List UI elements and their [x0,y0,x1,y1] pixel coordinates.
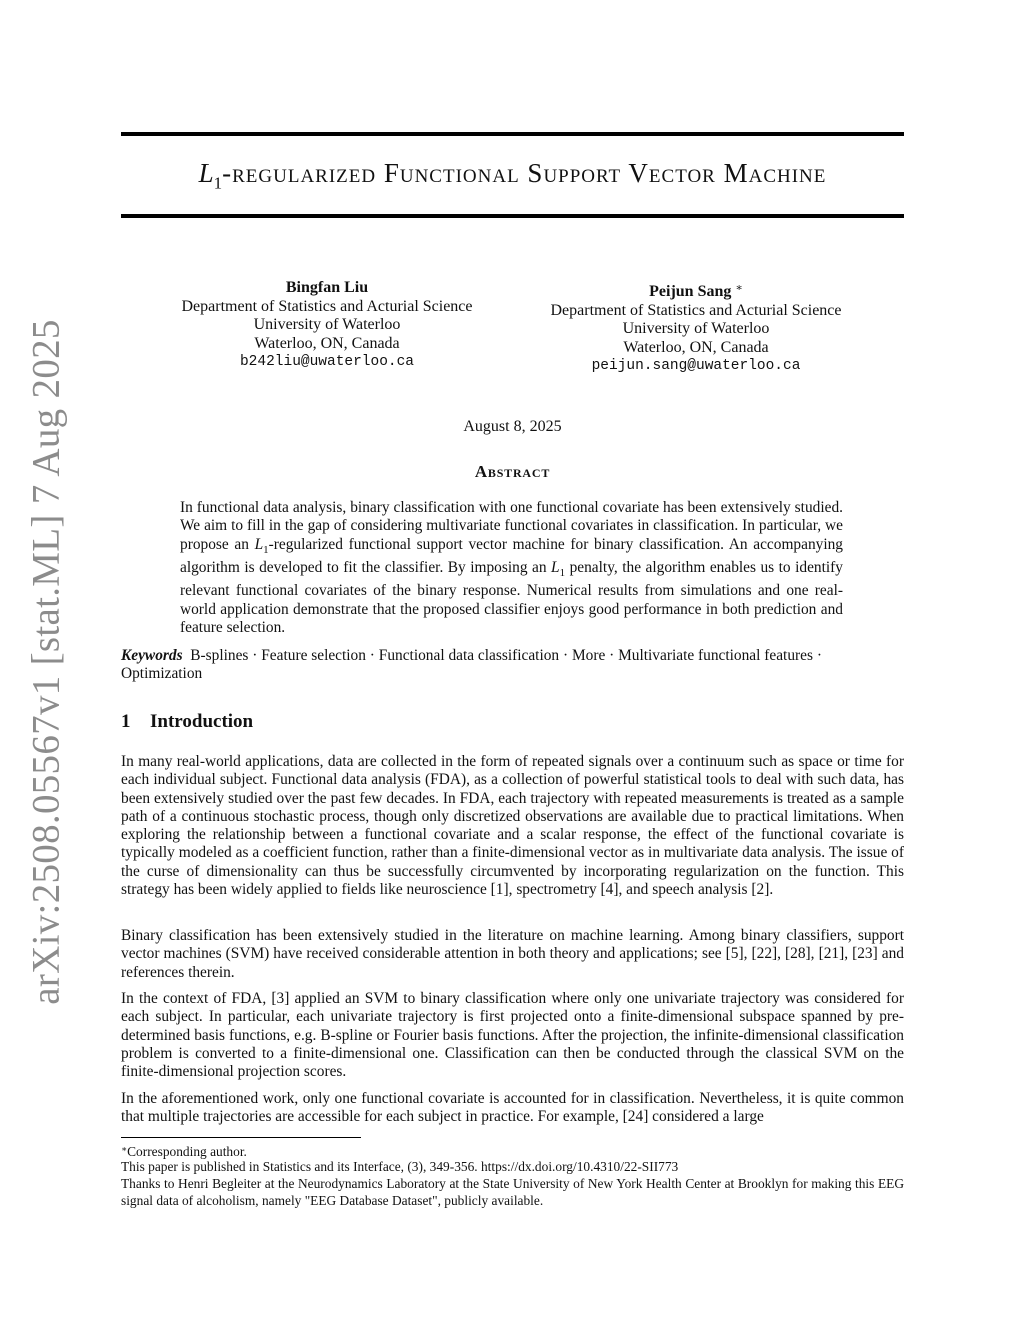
title-math-subscript: 1 [213,173,223,193]
abstract-math-subscript: 1 [559,567,566,580]
abstract-text: In functional data analysis, binary classification with one functional covariate has been extensively studied. We aim to fill in the gap of considering multivariate functional covariates in classification. In particular, we propose an [180,499,843,553]
abstract-math [551,558,566,580]
title-math-symbol: L [198,158,214,188]
abstract-math [254,535,269,556]
abstract-text: penalty, the algorithm enables us to identify relevant functional covariates of the binary response. Numerical results from simulations and one real-world application demonstrate that the proposed classifier enjoys good performance in both prediction and feature selection. [180,558,843,636]
arxiv-sidebar-identifier[interactable]: arXiv:2508.05567v1 [stat.ML] 7 Aug 2025 [24,319,68,1005]
footnote-rule [121,1137,361,1138]
title-text: -regularized Functional Support Vector Machine [222,158,827,188]
section-title: Introduction [150,711,254,732]
section-heading-introduction [121,711,253,733]
abstract-math-symbol: L [254,535,264,553]
section-number: 1 [121,711,131,732]
author-location: Waterloo, ON, Canada [623,338,769,356]
author-email[interactable]: b242liu@uwaterloo.ca [239,354,415,370]
author-department: Department of Statistics and Acturial Science [181,297,473,315]
footnote-publication: This paper is published in Statistics and its Interface, (3), 349-356. https://dx.doi.org/10.4310/22-SII773 [121,1159,679,1174]
title-rule-top [121,132,904,136]
footnote-thanks: Thanks to Henri Begleiter at the Neurodynamics Laboratory at the State University of New York Health Center at Brooklyn for making this EEG signal data of alcoholism, namely "EEG Database Dataset", publicly available. [121,1176,904,1208]
abstract-text: -regularized functional support vector machine for binary classification. An accompanying algorithm is developed to fit the classifier. By imposing an [180,535,843,576]
body-paragraph: In many real-world applications, data are collected in the form of repeated signals over a continuum such as space or time for each individual subject. Functional data analysis (FDA), as a collection of powerful statistical tools to deal with such data, has been extensively studied over the past few decades. In FDA, each trajectory with repeated measurements is treated as a sample path of a continuous stochastic process, though only discretized observations are available due to practical limitations. When exploring the relationship between a functional covariate and a scalar response, the effect of the functional covariate is typically modeled as a coefficient function, rather than a finite-dimensional vector as in multivariate data analysis. The issue of the curse of dimensionality can thus be successfully circumvented by incorporating regularization on the function. This strategy has been widely applied to fields like neuroscience [1], spectrometry [4], and speech analysis [2]. [121,753,904,899]
body-paragraph: In the context of FDA, [3] applied an SVM to binary classification where only one univariate trajectory was considered for each subject. In particular, each univariate trajectory is first projected onto a finite-dimensional subspace spanned by pre-determined basis functions, e.g. B-spline or Fourier basis functions. After the projection, the infinite-dimensional classification problem is converted to a finite-dimensional one. Classification can then be conducted through the classical SVM on the finite-dimensional projection scores. [121,990,904,1081]
author-name: Bingfan Liu [285,279,369,296]
title-rule-bottom [121,214,904,218]
abstract-body [180,499,843,637]
abstract-heading: Abstract [474,462,551,481]
body-paragraph: In the aforementioned work, only one functional covariate is accounted for in classification. Nevertheless, it is quite common that multiple trajectories are accessible for each subject in practice. For example, [24] considered a large [121,1090,904,1126]
author-name: Peijun Sang [649,283,732,300]
author-email[interactable]: peijun.sang@uwaterloo.ca [591,358,801,374]
author-department: Department of Statistics and Acturial Science [550,301,842,319]
author-university: University of Waterloo [253,316,401,333]
keywords-block [121,647,904,684]
footnote-marker: ∗ [121,1144,128,1154]
abstract-math-symbol: L [551,558,560,576]
footnote-text: Corresponding author. [127,1144,247,1159]
author-block-2 [535,279,857,376]
author-name-line [535,279,857,302]
author-location: Waterloo, ON, Canada [254,334,400,352]
keywords-list: B-splines · Feature selection · Functional data classification · More · Multivariate functional features · Optimization [121,647,822,683]
author-block-1 [167,279,487,372]
corresponding-author-marker[interactable]: ∗ [735,282,743,294]
author-university: University of Waterloo [622,320,770,337]
body-paragraph: Binary classification has been extensively studied in the literature on machine learning. Among binary classifiers, support vector machines (SVM) have received considerable attention in both theory and applications; see [5], [22], [28], [21], [23] and references therein. [121,927,904,981]
title-math [198,158,223,193]
abstract-math-subscript: 1 [263,543,269,556]
paper-date: August 8, 2025 [463,418,562,435]
paper-title [121,158,904,193]
keywords-label: Keywords [121,647,183,664]
